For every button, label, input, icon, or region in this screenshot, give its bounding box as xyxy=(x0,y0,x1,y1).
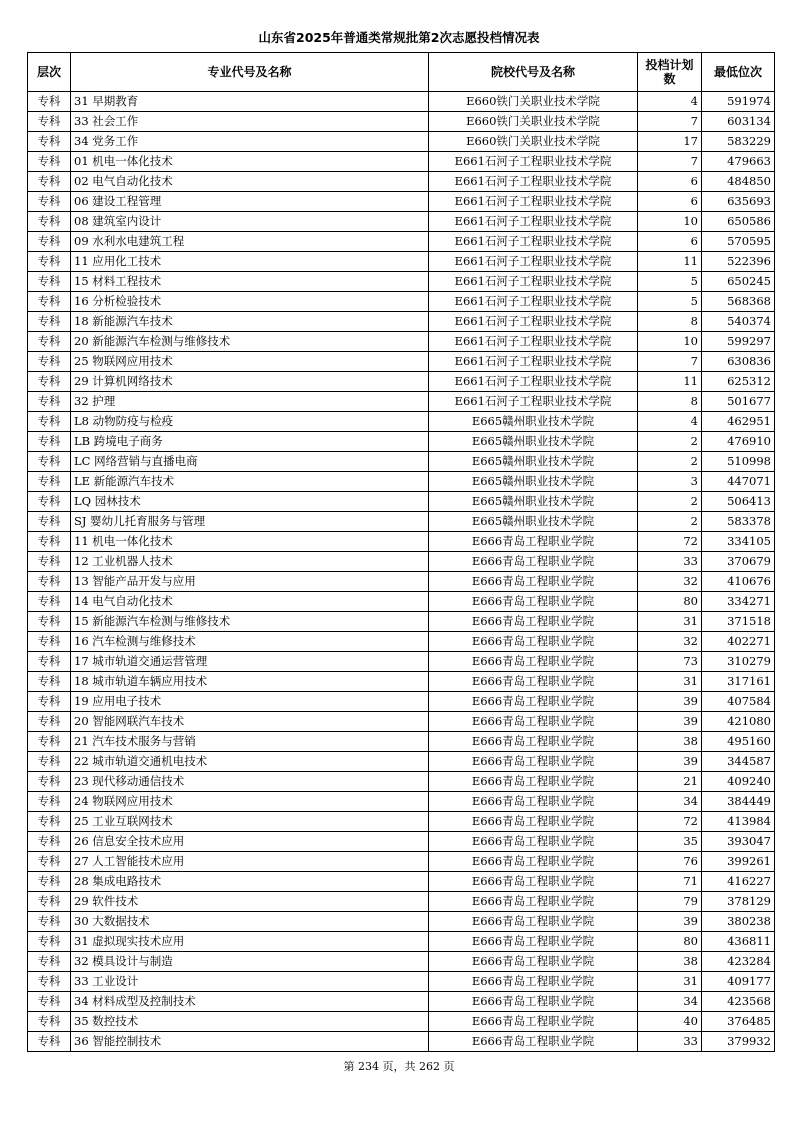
cell-school: E665赣州职业技术学院 xyxy=(429,452,638,472)
cell-plan: 6 xyxy=(638,232,702,252)
cell-rank: 416227 xyxy=(702,872,775,892)
cell-school: E666青岛工程职业学院 xyxy=(429,712,638,732)
cell-level: 专科 xyxy=(28,912,71,932)
cell-plan: 11 xyxy=(638,252,702,272)
table-header-row xyxy=(28,53,775,92)
table-row xyxy=(28,892,775,912)
cell-major: 32 模具设计与制造 xyxy=(71,952,429,972)
table-row xyxy=(28,852,775,872)
table-row xyxy=(28,392,775,412)
cell-major: 33 工业设计 xyxy=(71,972,429,992)
cell-rank: 462951 xyxy=(702,412,775,432)
cell-major: 29 软件技术 xyxy=(71,892,429,912)
cell-rank: 570595 xyxy=(702,232,775,252)
table-row xyxy=(28,1012,775,1032)
page-title: 山东省2025年普通类常规批第2次志愿投档情况表 xyxy=(258,30,540,45)
cell-level: 专科 xyxy=(28,352,71,372)
table-row xyxy=(28,672,775,692)
cell-major: LE 新能源汽车技术 xyxy=(71,472,429,492)
cell-rank: 583378 xyxy=(702,512,775,532)
cell-school: E666青岛工程职业学院 xyxy=(429,752,638,772)
cell-level: 专科 xyxy=(28,332,71,352)
cell-level: 专科 xyxy=(28,492,71,512)
cell-major: 29 计算机网络技术 xyxy=(71,372,429,392)
table-row xyxy=(28,412,775,432)
table-row xyxy=(28,972,775,992)
cell-rank: 540374 xyxy=(702,312,775,332)
cell-rank: 344587 xyxy=(702,752,775,772)
cell-major: 11 机电一体化技术 xyxy=(71,532,429,552)
cell-rank: 379932 xyxy=(702,1032,775,1052)
table-row xyxy=(28,292,775,312)
table-row xyxy=(28,872,775,892)
cell-level: 专科 xyxy=(28,552,71,572)
cell-plan: 38 xyxy=(638,732,702,752)
cell-major: 34 材料成型及控制技术 xyxy=(71,992,429,1012)
cell-level: 专科 xyxy=(28,92,71,112)
cell-rank: 583229 xyxy=(702,132,775,152)
table-row xyxy=(28,92,775,112)
cell-plan: 39 xyxy=(638,712,702,732)
cell-school: E665赣州职业技术学院 xyxy=(429,432,638,452)
cell-level: 专科 xyxy=(28,692,71,712)
table-row xyxy=(28,152,775,172)
table-row xyxy=(28,952,775,972)
header-level: 层次 xyxy=(28,53,71,92)
cell-plan: 7 xyxy=(638,152,702,172)
cell-level: 专科 xyxy=(28,452,71,472)
cell-school: E666青岛工程职业学院 xyxy=(429,692,638,712)
cell-school: E661石河子工程职业技术学院 xyxy=(429,312,638,332)
cell-major: 19 应用电子技术 xyxy=(71,692,429,712)
cell-school: E666青岛工程职业学院 xyxy=(429,852,638,872)
cell-rank: 630836 xyxy=(702,352,775,372)
cell-rank: 484850 xyxy=(702,172,775,192)
cell-plan: 6 xyxy=(638,192,702,212)
cell-rank: 423284 xyxy=(702,952,775,972)
cell-plan: 34 xyxy=(638,992,702,1012)
cell-plan: 80 xyxy=(638,592,702,612)
cell-rank: 479663 xyxy=(702,152,775,172)
cell-major: 20 智能网联汽车技术 xyxy=(71,712,429,732)
cell-major: 06 建设工程管理 xyxy=(71,192,429,212)
cell-level: 专科 xyxy=(28,212,71,232)
cell-level: 专科 xyxy=(28,132,71,152)
cell-school: E660铁门关职业技术学院 xyxy=(429,92,638,112)
cell-plan: 72 xyxy=(638,532,702,552)
cell-plan: 38 xyxy=(638,952,702,972)
cell-major: 26 信息安全技术应用 xyxy=(71,832,429,852)
cell-rank: 409177 xyxy=(702,972,775,992)
cell-rank: 402271 xyxy=(702,632,775,652)
cell-major: SJ 婴幼儿托育服务与管理 xyxy=(71,512,429,532)
cell-major: 16 分析检验技术 xyxy=(71,292,429,312)
header-major: 专业代号及名称 xyxy=(71,53,429,92)
cell-major: 18 城市轨道车辆应用技术 xyxy=(71,672,429,692)
table-row xyxy=(28,732,775,752)
cell-school: E661石河子工程职业技术学院 xyxy=(429,212,638,232)
table-row xyxy=(28,1032,775,1052)
table-row xyxy=(28,832,775,852)
cell-school: E661石河子工程职业技术学院 xyxy=(429,192,638,212)
cell-level: 专科 xyxy=(28,392,71,412)
cell-plan: 39 xyxy=(638,752,702,772)
table-row xyxy=(28,492,775,512)
cell-level: 专科 xyxy=(28,972,71,992)
cell-plan: 5 xyxy=(638,272,702,292)
cell-major: 21 汽车技术服务与营销 xyxy=(71,732,429,752)
cell-rank: 310279 xyxy=(702,652,775,672)
cell-plan: 17 xyxy=(638,132,702,152)
cell-level: 专科 xyxy=(28,292,71,312)
cell-plan: 2 xyxy=(638,492,702,512)
cell-school: E666青岛工程职业学院 xyxy=(429,832,638,852)
cell-major: 15 材料工程技术 xyxy=(71,272,429,292)
cell-level: 专科 xyxy=(28,832,71,852)
cell-school: E666青岛工程职业学院 xyxy=(429,672,638,692)
cell-plan: 80 xyxy=(638,932,702,952)
table-row xyxy=(28,592,775,612)
cell-major: 18 新能源汽车技术 xyxy=(71,312,429,332)
table-row xyxy=(28,772,775,792)
cell-major: LQ 园林技术 xyxy=(71,492,429,512)
table-body xyxy=(28,92,775,1052)
cell-major: 28 集成电路技术 xyxy=(71,872,429,892)
cell-school: E661石河子工程职业技术学院 xyxy=(429,152,638,172)
cell-level: 专科 xyxy=(28,852,71,872)
cell-plan: 33 xyxy=(638,552,702,572)
cell-rank: 378129 xyxy=(702,892,775,912)
cell-school: E661石河子工程职业技术学院 xyxy=(429,172,638,192)
cell-plan: 6 xyxy=(638,172,702,192)
cell-plan: 8 xyxy=(638,392,702,412)
cell-major: 13 智能产品开发与应用 xyxy=(71,572,429,592)
cell-level: 专科 xyxy=(28,432,71,452)
cell-level: 专科 xyxy=(28,612,71,632)
table-row xyxy=(28,332,775,352)
cell-level: 专科 xyxy=(28,252,71,272)
cell-plan: 4 xyxy=(638,92,702,112)
cell-rank: 334271 xyxy=(702,592,775,612)
cell-school: E666青岛工程职业学院 xyxy=(429,792,638,812)
cell-level: 专科 xyxy=(28,152,71,172)
cell-rank: 568368 xyxy=(702,292,775,312)
cell-school: E665赣州职业技术学院 xyxy=(429,492,638,512)
cell-major: 11 应用化工技术 xyxy=(71,252,429,272)
cell-plan: 11 xyxy=(638,372,702,392)
cell-rank: 591974 xyxy=(702,92,775,112)
cell-rank: 599297 xyxy=(702,332,775,352)
cell-level: 专科 xyxy=(28,412,71,432)
cell-rank: 409240 xyxy=(702,772,775,792)
cell-school: E666青岛工程职业学院 xyxy=(429,532,638,552)
cell-school: E661石河子工程职业技术学院 xyxy=(429,372,638,392)
table-row xyxy=(28,532,775,552)
cell-school: E666青岛工程职业学院 xyxy=(429,612,638,632)
cell-plan: 34 xyxy=(638,792,702,812)
cell-rank: 413984 xyxy=(702,812,775,832)
cell-plan: 2 xyxy=(638,512,702,532)
cell-major: 32 护理 xyxy=(71,392,429,412)
page-number: 第 234 页，共 262 页 xyxy=(343,1060,455,1073)
cell-level: 专科 xyxy=(28,472,71,492)
table-row xyxy=(28,632,775,652)
cell-school: E666青岛工程职业学院 xyxy=(429,552,638,572)
cell-school: E665赣州职业技术学院 xyxy=(429,472,638,492)
cell-school: E661石河子工程职业技术学院 xyxy=(429,332,638,352)
cell-rank: 447071 xyxy=(702,472,775,492)
cell-school: E661石河子工程职业技术学院 xyxy=(429,272,638,292)
cell-school: E666青岛工程职业学院 xyxy=(429,952,638,972)
cell-school: E665赣州职业技术学院 xyxy=(429,412,638,432)
cell-level: 专科 xyxy=(28,712,71,732)
cell-rank: 376485 xyxy=(702,1012,775,1032)
cell-rank: 522396 xyxy=(702,252,775,272)
table-row xyxy=(28,912,775,932)
cell-rank: 393047 xyxy=(702,832,775,852)
cell-school: E666青岛工程职业学院 xyxy=(429,632,638,652)
cell-rank: 410676 xyxy=(702,572,775,592)
cell-major: 20 新能源汽车检测与维修技术 xyxy=(71,332,429,352)
header-school: 院校代号及名称 xyxy=(429,53,638,92)
cell-plan: 2 xyxy=(638,432,702,452)
table-row xyxy=(28,372,775,392)
cell-rank: 407584 xyxy=(702,692,775,712)
cell-level: 专科 xyxy=(28,932,71,952)
table-row xyxy=(28,212,775,232)
header-plan: 投档计划数 xyxy=(638,53,702,92)
cell-major: 30 大数据技术 xyxy=(71,912,429,932)
cell-major: LB 跨境电子商务 xyxy=(71,432,429,452)
cell-major: LC 网络营销与直播电商 xyxy=(71,452,429,472)
cell-level: 专科 xyxy=(28,732,71,752)
cell-school: E666青岛工程职业学院 xyxy=(429,912,638,932)
table-row xyxy=(28,252,775,272)
table-row xyxy=(28,272,775,292)
table-row xyxy=(28,612,775,632)
cell-plan: 3 xyxy=(638,472,702,492)
cell-level: 专科 xyxy=(28,792,71,812)
cell-plan: 71 xyxy=(638,872,702,892)
cell-plan: 35 xyxy=(638,832,702,852)
cell-school: E665赣州职业技术学院 xyxy=(429,512,638,532)
table-row xyxy=(28,932,775,952)
cell-rank: 506413 xyxy=(702,492,775,512)
cell-level: 专科 xyxy=(28,572,71,592)
cell-plan: 79 xyxy=(638,892,702,912)
cell-level: 专科 xyxy=(28,632,71,652)
cell-major: 14 电气自动化技术 xyxy=(71,592,429,612)
cell-rank: 510998 xyxy=(702,452,775,472)
cell-major: 09 水利水电建筑工程 xyxy=(71,232,429,252)
table-row xyxy=(28,232,775,252)
cell-plan: 4 xyxy=(638,412,702,432)
cell-school: E666青岛工程职业学院 xyxy=(429,1012,638,1032)
table-row xyxy=(28,812,775,832)
cell-level: 专科 xyxy=(28,952,71,972)
cell-school: E666青岛工程职业学院 xyxy=(429,892,638,912)
table-row xyxy=(28,692,775,712)
cell-level: 专科 xyxy=(28,112,71,132)
cell-level: 专科 xyxy=(28,652,71,672)
cell-major: 25 工业互联网技术 xyxy=(71,812,429,832)
table-row xyxy=(28,312,775,332)
cell-school: E661石河子工程职业技术学院 xyxy=(429,392,638,412)
cell-school: E666青岛工程职业学院 xyxy=(429,972,638,992)
cell-plan: 8 xyxy=(638,312,702,332)
cell-level: 专科 xyxy=(28,872,71,892)
cell-plan: 33 xyxy=(638,1032,702,1052)
table-row xyxy=(28,132,775,152)
cell-major: 16 汽车检测与维修技术 xyxy=(71,632,429,652)
table-row xyxy=(28,432,775,452)
cell-major: 31 早期教育 xyxy=(71,92,429,112)
cell-plan: 72 xyxy=(638,812,702,832)
table-row xyxy=(28,992,775,1012)
cell-rank: 635693 xyxy=(702,192,775,212)
cell-plan: 7 xyxy=(638,352,702,372)
cell-rank: 495160 xyxy=(702,732,775,752)
cell-school: E661石河子工程职业技术学院 xyxy=(429,292,638,312)
cell-level: 专科 xyxy=(28,892,71,912)
cell-major: 35 数控技术 xyxy=(71,1012,429,1032)
cell-major: 12 工业机器人技术 xyxy=(71,552,429,572)
table-row xyxy=(28,472,775,492)
cell-rank: 384449 xyxy=(702,792,775,812)
cell-rank: 380238 xyxy=(702,912,775,932)
cell-school: E666青岛工程职业学院 xyxy=(429,732,638,752)
cell-level: 专科 xyxy=(28,592,71,612)
cell-plan: 7 xyxy=(638,112,702,132)
cell-rank: 650245 xyxy=(702,272,775,292)
admission-table xyxy=(27,52,775,1052)
cell-plan: 39 xyxy=(638,912,702,932)
header-rank: 最低位次 xyxy=(702,53,775,92)
table-row xyxy=(28,792,775,812)
cell-rank: 603134 xyxy=(702,112,775,132)
cell-major: 34 党务工作 xyxy=(71,132,429,152)
cell-plan: 31 xyxy=(638,612,702,632)
cell-school: E666青岛工程职业学院 xyxy=(429,932,638,952)
cell-rank: 421080 xyxy=(702,712,775,732)
cell-plan: 10 xyxy=(638,212,702,232)
cell-school: E660铁门关职业技术学院 xyxy=(429,132,638,152)
cell-rank: 436811 xyxy=(702,932,775,952)
cell-rank: 625312 xyxy=(702,372,775,392)
cell-plan: 73 xyxy=(638,652,702,672)
cell-major: 17 城市轨道交通运营管理 xyxy=(71,652,429,672)
cell-level: 专科 xyxy=(28,992,71,1012)
cell-rank: 423568 xyxy=(702,992,775,1012)
cell-major: 31 虚拟现实技术应用 xyxy=(71,932,429,952)
cell-level: 专科 xyxy=(28,812,71,832)
cell-school: E666青岛工程职业学院 xyxy=(429,872,638,892)
cell-school: E661石河子工程职业技术学院 xyxy=(429,232,638,252)
cell-rank: 371518 xyxy=(702,612,775,632)
cell-school: E661石河子工程职业技术学院 xyxy=(429,352,638,372)
cell-level: 专科 xyxy=(28,772,71,792)
cell-major: 02 电气自动化技术 xyxy=(71,172,429,192)
cell-level: 专科 xyxy=(28,1012,71,1032)
table-row xyxy=(28,552,775,572)
cell-rank: 317161 xyxy=(702,672,775,692)
cell-plan: 40 xyxy=(638,1012,702,1032)
cell-major: 23 现代移动通信技术 xyxy=(71,772,429,792)
cell-school: E661石河子工程职业技术学院 xyxy=(429,252,638,272)
cell-level: 专科 xyxy=(28,752,71,772)
cell-school: E666青岛工程职业学院 xyxy=(429,992,638,1012)
cell-plan: 10 xyxy=(638,332,702,352)
cell-school: E666青岛工程职业学院 xyxy=(429,772,638,792)
cell-school: E666青岛工程职业学院 xyxy=(429,1032,638,1052)
cell-level: 专科 xyxy=(28,372,71,392)
table-row xyxy=(28,712,775,732)
cell-level: 专科 xyxy=(28,312,71,332)
cell-level: 专科 xyxy=(28,1032,71,1052)
cell-plan: 21 xyxy=(638,772,702,792)
cell-rank: 501677 xyxy=(702,392,775,412)
cell-major: 25 物联网应用技术 xyxy=(71,352,429,372)
cell-level: 专科 xyxy=(28,512,71,532)
cell-level: 专科 xyxy=(28,172,71,192)
table-row xyxy=(28,192,775,212)
table-row xyxy=(28,652,775,672)
cell-rank: 650586 xyxy=(702,212,775,232)
cell-major: 33 社会工作 xyxy=(71,112,429,132)
table-row xyxy=(28,452,775,472)
cell-major: L8 动物防疫与检疫 xyxy=(71,412,429,432)
cell-rank: 370679 xyxy=(702,552,775,572)
table-row xyxy=(28,112,775,132)
cell-plan: 32 xyxy=(638,572,702,592)
cell-level: 专科 xyxy=(28,672,71,692)
cell-level: 专科 xyxy=(28,272,71,292)
cell-major: 24 物联网应用技术 xyxy=(71,792,429,812)
table-row xyxy=(28,752,775,772)
cell-plan: 39 xyxy=(638,692,702,712)
cell-major: 27 人工智能技术应用 xyxy=(71,852,429,872)
cell-plan: 31 xyxy=(638,972,702,992)
cell-plan: 76 xyxy=(638,852,702,872)
cell-major: 15 新能源汽车检测与维修技术 xyxy=(71,612,429,632)
cell-major: 36 智能控制技术 xyxy=(71,1032,429,1052)
cell-level: 专科 xyxy=(28,192,71,212)
cell-plan: 32 xyxy=(638,632,702,652)
cell-school: E660铁门关职业技术学院 xyxy=(429,112,638,132)
cell-school: E666青岛工程职业学院 xyxy=(429,812,638,832)
table-row xyxy=(28,172,775,192)
cell-plan: 31 xyxy=(638,672,702,692)
cell-plan: 2 xyxy=(638,452,702,472)
cell-school: E666青岛工程职业学院 xyxy=(429,572,638,592)
cell-major: 08 建筑室内设计 xyxy=(71,212,429,232)
cell-level: 专科 xyxy=(28,532,71,552)
cell-school: E666青岛工程职业学院 xyxy=(429,652,638,672)
cell-rank: 399261 xyxy=(702,852,775,872)
cell-major: 01 机电一体化技术 xyxy=(71,152,429,172)
cell-level: 专科 xyxy=(28,232,71,252)
table-row xyxy=(28,572,775,592)
cell-rank: 476910 xyxy=(702,432,775,452)
table-row xyxy=(28,352,775,372)
cell-rank: 334105 xyxy=(702,532,775,552)
table-row xyxy=(28,512,775,532)
cell-major: 22 城市轨道交通机电技术 xyxy=(71,752,429,772)
cell-plan: 5 xyxy=(638,292,702,312)
cell-school: E666青岛工程职业学院 xyxy=(429,592,638,612)
